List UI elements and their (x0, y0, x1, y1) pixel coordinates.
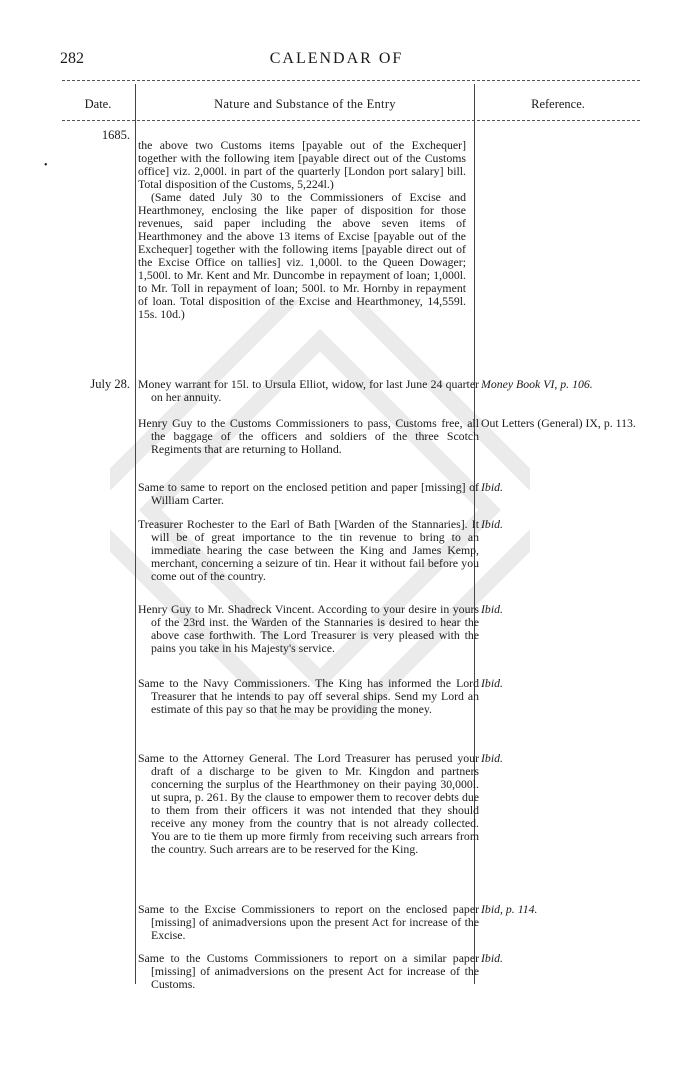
entry-text: Henry Guy to the Customs Commissioners to pass, Customs free, all the baggage of the officers and soldiers of the three Scotch Regiments that are returning to Holland. (138, 416, 479, 456)
entry-reference: Out Letters (General) IX, p. 113. (481, 416, 636, 430)
entry-reference-text: Ibid. (481, 676, 503, 690)
entry-reference-text: Ibid, p. 114. (481, 902, 538, 916)
entry-date: July 28. (90, 377, 130, 391)
margin-mark: • (44, 160, 48, 171)
entry-reference (481, 752, 639, 765)
entry-reference (481, 603, 639, 616)
entry-reference (481, 481, 639, 494)
column-header-date: Date. (84, 97, 112, 111)
column-header-reference: Reference. (531, 97, 585, 111)
entry-text: Same to the Excise Commissioners to report on the enclosed paper [missing] of animadversions upon the present Act for increase of the Excise. (138, 902, 479, 942)
entry-reference-text: Ibid. (481, 517, 503, 531)
entry-reference (481, 518, 639, 531)
entry-reference-text: Ibid. (481, 951, 503, 965)
entry-text: Henry Guy to Mr. Shadreck Vincent. According to your desire in yours of the 23rd inst. the Warden of the Stannaries is desired to hear the above case forthwith. The Lord Treasurer is very pleased with the pains you take in his Majesty's service. (138, 602, 479, 655)
entry-text: Same to the Attorney General. The Lord Treasurer has perused your draft of a discharge to be given to Mr. Kingdon and partners concerning the surplus of the Hearthmoney on their paying 30,000l. ut supra, p. 261. By the clause to empower them to recover debts due to them from their officers it was not intended that they should receive any money from the country that is not already collected. You are to tie them up more firmly from receiving such arrears from the country. Such arrears are to be reserved for the King. (138, 751, 479, 856)
entry-text: Money warrant for 15l. to Ursula Elliot, widow, for last June 24 quarter on her annuity. (138, 377, 479, 404)
column-header-entry: Nature and Substance of the Entry (214, 97, 396, 111)
entry-reference-text: Ibid. (481, 602, 503, 616)
entry-text: Same to same to report on the enclosed petition and paper [missing] of William Carter. (138, 480, 479, 507)
entry-text: Same to the Customs Commissioners to report on a similar paper [missing] of animadversions on the present Act for increase of the Customs. (138, 951, 479, 991)
continuation-paragraph-1: the above two Customs items [payable out of the Exchequer] together with the following item [payable direct out of the Customs office] viz. 2,000l. in part of the quarterly [London port salary] bill. Total disposition of the Customs, 5,224l.) (138, 138, 466, 191)
entry-reference-text: Money Book VI, p. 106. (481, 377, 593, 391)
entry-reference-text: Ibid. (481, 751, 503, 765)
column-divider-left (135, 84, 136, 984)
top-rule (62, 80, 640, 81)
entry-text: Same to the Navy Commissioners. The King has informed the Lord Treasurer that he intends to pay off several ships. Send my Lord an estimate of this pay so that he may be providing the money. (138, 676, 479, 716)
entry-reference (481, 952, 639, 965)
header-rule (62, 120, 640, 121)
entry-text: Treasurer Rochester to the Earl of Bath [Warden of the Stannaries]. It will be of great importance to the tin revenue to bring to an immediate hearing the case between the King and James Kemp, merchant, concerning a seizure of tin. Hear it without fail before you come out of the country. (138, 517, 479, 583)
running-title: CALENDAR OF (269, 50, 404, 67)
entry-reference (481, 677, 639, 690)
continuation-entry (138, 139, 466, 321)
entry-reference-text: Ibid. (481, 480, 503, 494)
year-label: 1685. (101, 128, 130, 142)
watermark-logo (110, 300, 530, 720)
page-number: 282 (60, 50, 84, 67)
continuation-paragraph-2: (Same dated July 30 to the Commissioners of Excise and Hearthmoney, enclosing the like paper of disposition for those revenues, said paper including the above seven items of Hearthmoney and the above 13 items of Excise [payable out of the Exchequer] together with the following items [payable direct out of the Excise Office on tallies] viz. 1,000l. to the Queen Dowager; 1,500l. to Mr. Kent and Mr. Duncombe in repayment of loan; 1,000l. to Mr. Toll in repayment of loan; 500l. to Mr. Hornby in repayment of loan. Total disposition of the Excise and Hearthmoney, 14,559l. 15s. 10d.) (138, 190, 466, 321)
entry-reference (481, 903, 639, 916)
entry-reference (481, 378, 639, 391)
